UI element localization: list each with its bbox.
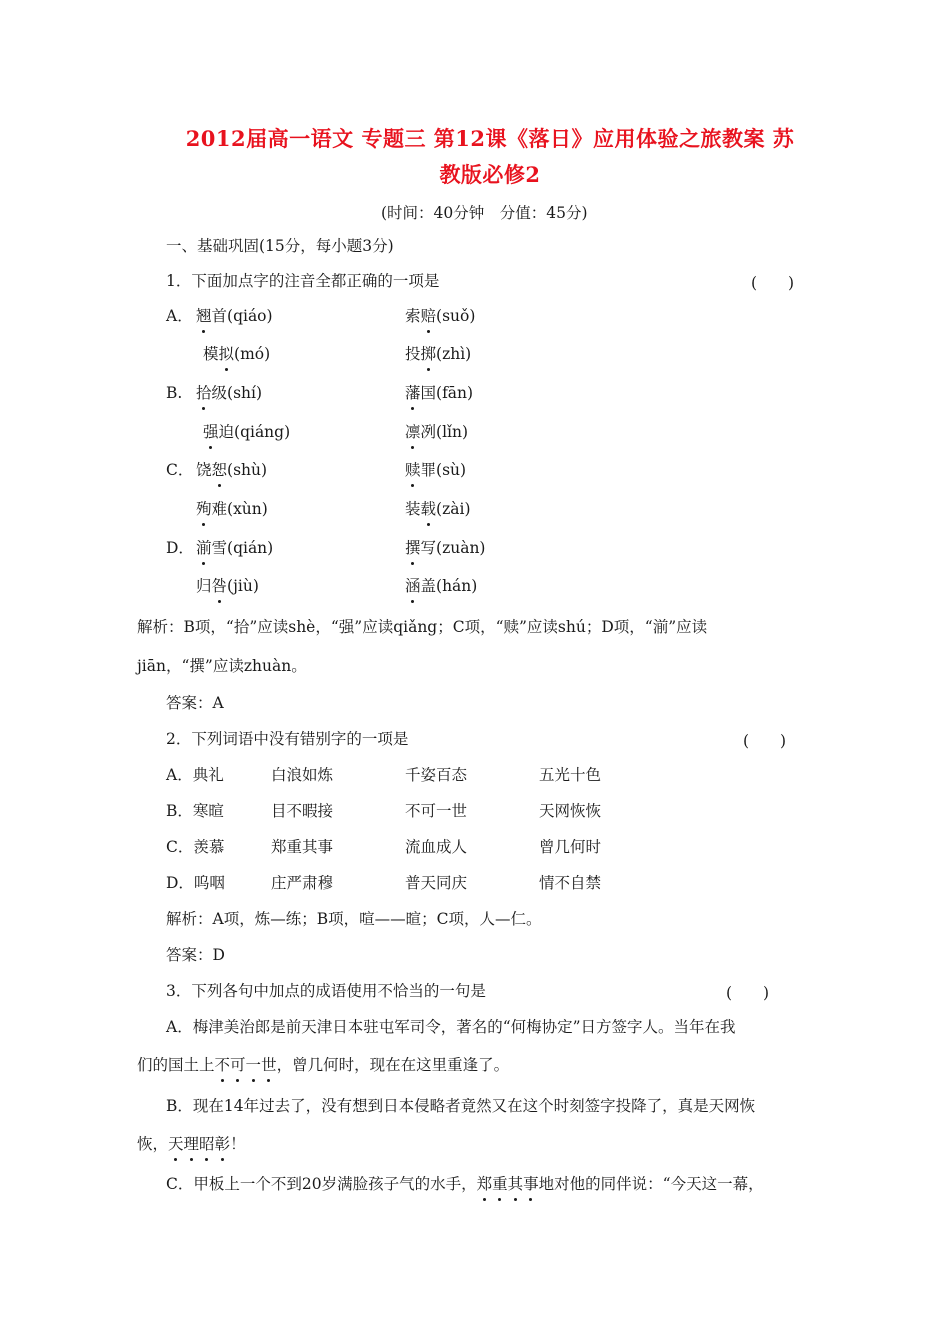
q1-option-b-word-4: 凛冽(lǐn) xyxy=(405,423,469,441)
dotted-char: 不 xyxy=(214,1056,231,1074)
question-1-answer-blank: ( ) xyxy=(751,274,795,292)
q2-answer: 答案：D xyxy=(166,946,225,964)
dotted-char: 咎 xyxy=(211,577,228,595)
q1-option-a-word-1: 翘首(qiáo) xyxy=(196,307,273,325)
dotted-char: 藩 xyxy=(405,384,421,402)
question-1-stem: 1．下面加点字的注音全都正确的一项是 xyxy=(166,272,440,290)
q1-option-c-word-3: 殉难(xùn) xyxy=(196,500,268,518)
q1-option-c-word-1: 饶恕(shù) xyxy=(196,461,268,479)
dotted-char: 掷 xyxy=(420,345,437,363)
q2-row-b-col-2: 目不暇接 xyxy=(271,802,334,820)
q1-option-b-word-1: 拾级(shí) xyxy=(196,384,263,402)
dotted-char: 一 xyxy=(245,1056,262,1074)
q3-option-a-line-1: A．梅津美治郎是前天津日本驻屯军司令，著名的“何梅协定”日方签字人。当年在我 xyxy=(166,1018,736,1036)
time-score-info: (时间：40分钟 分值：45分) xyxy=(381,204,588,222)
q1-option-a-label: A． xyxy=(166,307,193,325)
q1-option-b-label: B. xyxy=(166,384,183,402)
q3-option-b-line-2: 恢，天理昭彰！ xyxy=(137,1135,246,1153)
q2-row-b-col-1: B．寒暄 xyxy=(166,802,224,820)
dotted-char: 恕 xyxy=(211,461,228,479)
dotted-char: 拟 xyxy=(218,345,235,363)
q2-analysis: 解析：A项，炼—练；B项，喧——暄；C项，人—仁。 xyxy=(166,910,542,928)
dotted-char: 可 xyxy=(230,1056,246,1074)
dotted-char: 世 xyxy=(261,1056,277,1074)
dotted-char: 天 xyxy=(168,1135,184,1153)
dotted-char: 殉 xyxy=(196,500,212,518)
q2-row-c-col-3: 流血成人 xyxy=(405,838,468,856)
dotted-char: 涵 xyxy=(405,577,421,595)
q2-row-d-col-4: 情不自禁 xyxy=(539,874,602,892)
dotted-char: 理 xyxy=(183,1135,200,1153)
dotted-char: 强 xyxy=(203,423,219,441)
q1-option-d-word-4: 涵盖(hán) xyxy=(405,577,478,595)
q3-option-b-line-1: B．现在14年过去了，没有想到日本侵略者竟然又在这个时刻签字投降了，真是天网恢 xyxy=(166,1097,756,1115)
q1-option-c-label: C． xyxy=(166,461,194,479)
dotted-char: 赔 xyxy=(420,307,437,325)
q2-row-d-col-1: D．呜咽 xyxy=(166,874,225,892)
question-3-stem: 3．下列各句中加点的成语使用不恰当的一句是 xyxy=(166,982,486,1000)
dotted-char: 重 xyxy=(492,1175,508,1193)
q1-option-b-word-3: 强迫(qiáng) xyxy=(203,423,291,441)
q2-row-b-col-4: 天网恢恢 xyxy=(539,802,602,820)
q1-option-a-word-3: 模拟(mó) xyxy=(203,345,271,363)
q1-option-a-word-2: 索赔(suǒ) xyxy=(405,307,476,325)
q2-row-a-col-1: A．典礼 xyxy=(166,766,224,784)
document-title-line-1: 2012届高一语文 专题三 第12课《落日》应用体验之旅教案 苏 xyxy=(185,126,795,151)
dotted-char: 郑 xyxy=(476,1175,493,1193)
dotted-char: 载 xyxy=(420,500,437,518)
q1-option-d-word-3: 归咎(jiù) xyxy=(196,577,259,595)
dotted-char: 赎 xyxy=(405,461,421,479)
q1-analysis-line-2: jiān，“撰”应读zhuàn。 xyxy=(137,657,307,675)
q2-row-d-col-3: 普天同庆 xyxy=(405,874,468,892)
document-title-line-2: 教版必修2 xyxy=(439,162,541,187)
question-2-stem: 2．下列词语中没有错别字的一项是 xyxy=(166,730,409,748)
dotted-char: 湔 xyxy=(196,539,212,557)
q1-option-d-word-2: 撰写(zuàn) xyxy=(405,539,486,557)
dotted-char: 拾 xyxy=(196,384,212,402)
q3-option-a-line-2: 们的国土上不可一世，曾几何时，现在在这里重逢了。 xyxy=(137,1056,510,1074)
q2-row-d-col-2: 庄严肃穆 xyxy=(271,874,334,892)
q2-row-a-col-4: 五光十色 xyxy=(539,766,602,784)
q2-row-c-col-4: 曾几何时 xyxy=(539,838,602,856)
question-3-answer-blank: ( ) xyxy=(726,984,770,1002)
dotted-char: 事 xyxy=(523,1175,539,1193)
q1-option-a-word-4: 投掷(zhì) xyxy=(405,345,472,363)
dotted-char: 其 xyxy=(507,1175,524,1193)
dotted-char: 昭 xyxy=(199,1135,215,1153)
q1-answer: 答案：A xyxy=(166,694,224,712)
question-2-answer-blank: ( ) xyxy=(743,732,787,750)
dotted-char: 凛 xyxy=(405,423,421,441)
q2-row-c-col-2: 郑重其事 xyxy=(271,838,334,856)
dotted-char: 翘 xyxy=(196,307,212,325)
q2-row-c-col-1: C．羡慕 xyxy=(166,838,225,856)
dotted-char: 撰 xyxy=(405,539,421,557)
q3-option-c-line-1: C．甲板上一个不到20岁满脸孩子气的水手，郑重其事地对他的同伴说：“今天这一幕， xyxy=(166,1175,764,1193)
q1-option-d-word-1: 湔雪(qián) xyxy=(196,539,274,557)
q1-option-d-label: D． xyxy=(166,539,194,557)
q2-row-a-col-2: 白浪如炼 xyxy=(271,766,334,784)
q1-option-b-word-2: 藩国(fān) xyxy=(405,384,474,402)
q2-row-b-col-3: 不可一世 xyxy=(405,802,468,820)
q2-row-a-col-3: 千姿百态 xyxy=(405,766,468,784)
section-heading: 一、基础巩固(15分，每小题3分) xyxy=(166,237,394,255)
dotted-char: 彰 xyxy=(214,1135,231,1153)
q1-option-c-word-4: 装载(zài) xyxy=(405,500,471,518)
q1-analysis-line-1: 解析：B项，“拾”应读shè，“强”应读qiǎng；C项，“赎”应读shú；D项，“湔”应读 xyxy=(137,618,708,636)
q1-option-c-word-2: 赎罪(sù) xyxy=(405,461,467,479)
